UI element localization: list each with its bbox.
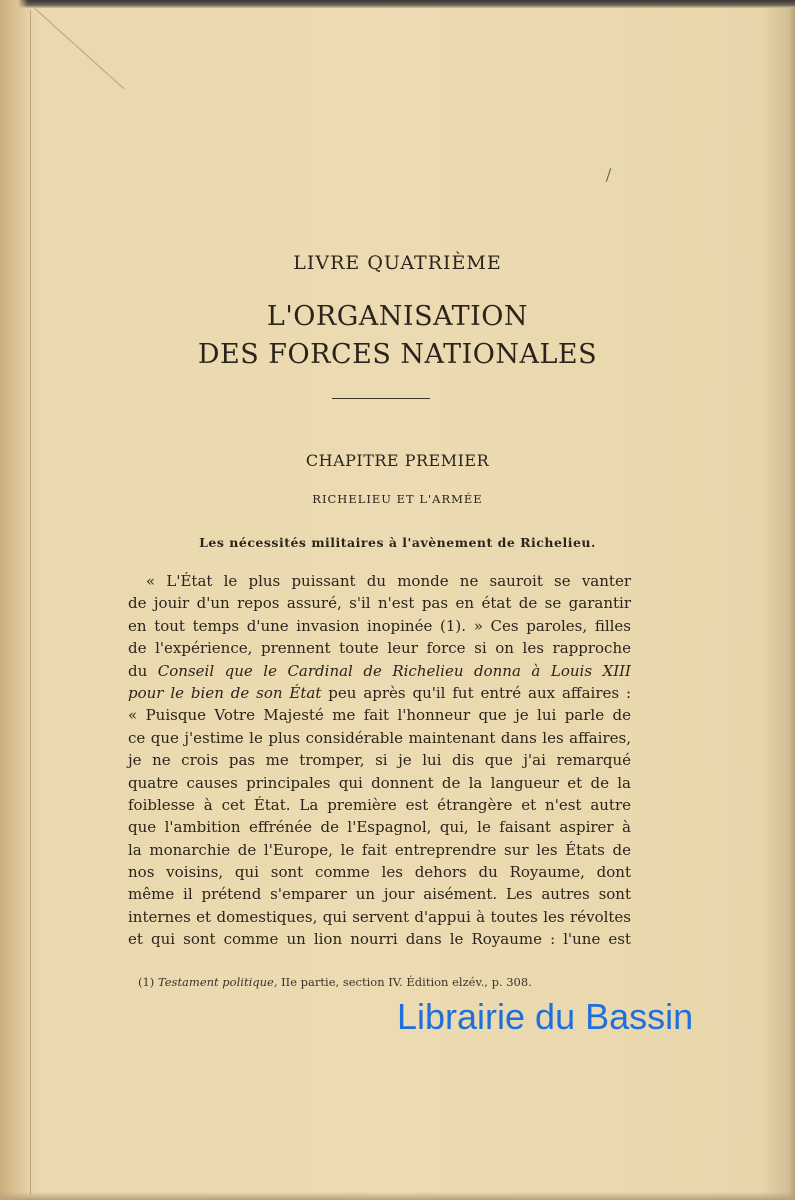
section-title: Les nécessités militaires à l'avènement de Richelieu. — [199, 535, 596, 550]
body-line: nos voisins, qui sont comme les dehors du Royaume, dont — [128, 863, 631, 882]
body-line: quatre causes principales qui donnent de la langueur et de la — [128, 773, 631, 792]
footnote — [138, 975, 532, 989]
body-text-run: peu après qu'il fut entré aux affaires : — [328, 683, 632, 702]
page-right-edge — [789, 8, 795, 1200]
page-top-edge — [0, 0, 795, 8]
chapter-heading: CHAPITRE PREMIER — [305, 451, 490, 470]
body-line: de jouir d'un repos assuré, s'il n'est pas en état de se garantir — [128, 594, 631, 613]
seller-watermark: Librairie du Bassin — [397, 996, 694, 1037]
footnote-work-title: Testament politique, — [157, 975, 278, 989]
title-line-2: DES FORCES NATIONALES — [197, 339, 598, 370]
body-line: la monarchie de l'Europe, le fait entreprendre sur les États de — [128, 840, 631, 859]
body-italic-run: pour le bien de son État — [128, 683, 322, 702]
corner-crease — [34, 8, 124, 89]
body-line: « Puisque Votre Majesté me fait l'honneur que je lui parle de — [128, 706, 631, 725]
title-divider — [332, 398, 430, 399]
body-line: je ne crois pas me tromper, si je lui dis que j'ai remarqué — [128, 751, 631, 770]
body-italic-run: Conseil que le Cardinal de Richelieu donna à Louis XIII — [157, 661, 631, 680]
stray-ink-mark — [606, 168, 611, 182]
body-line: et qui sont comme un lion nourri dans le Royaume : l'une est — [128, 930, 631, 949]
body-line — [128, 660, 631, 682]
body-line — [128, 682, 631, 704]
page-gutter — [0, 0, 28, 1200]
body-text — [128, 570, 631, 951]
book-heading: LIVRE QUATRIÈME — [293, 252, 502, 274]
page-title — [0, 298, 795, 374]
footnote-number: (1) — [138, 975, 155, 989]
body-line: en tout temps d'une invasion inopinée (1). » Ces paroles, filles — [128, 616, 631, 635]
body-line: internes et domestiques, qui servent d'appui à toutes les révoltes — [128, 907, 631, 926]
gutter-fold-line — [30, 10, 31, 1195]
body-text-run: du — [128, 661, 148, 680]
body-line: « L'État le plus puissant du monde ne sauroit se vanter — [146, 572, 631, 590]
body-line: ce que j'estime le plus considérable maintenant dans les affaires, — [128, 728, 631, 747]
chapter-subtitle: RICHELIEU ET L'ARMÉE — [312, 492, 483, 506]
footnote-reference: IIe partie, section IV. Édition elzév., p. 308. — [281, 975, 532, 989]
body-line: même il prétend s'emparer un jour aisément. Les autres sont — [128, 885, 631, 904]
body-line: de l'expérience, prennent toute leur force si on les rapproche — [128, 639, 631, 658]
body-line: foiblesse à cet État. La première est étrangère et n'est autre — [128, 795, 631, 814]
body-line: que l'ambition effrénée de l'Espagnol, qui, le faisant aspirer à — [128, 818, 631, 837]
title-line-1: L'ORGANISATION — [266, 301, 529, 332]
page-bottom-edge — [0, 1192, 795, 1200]
